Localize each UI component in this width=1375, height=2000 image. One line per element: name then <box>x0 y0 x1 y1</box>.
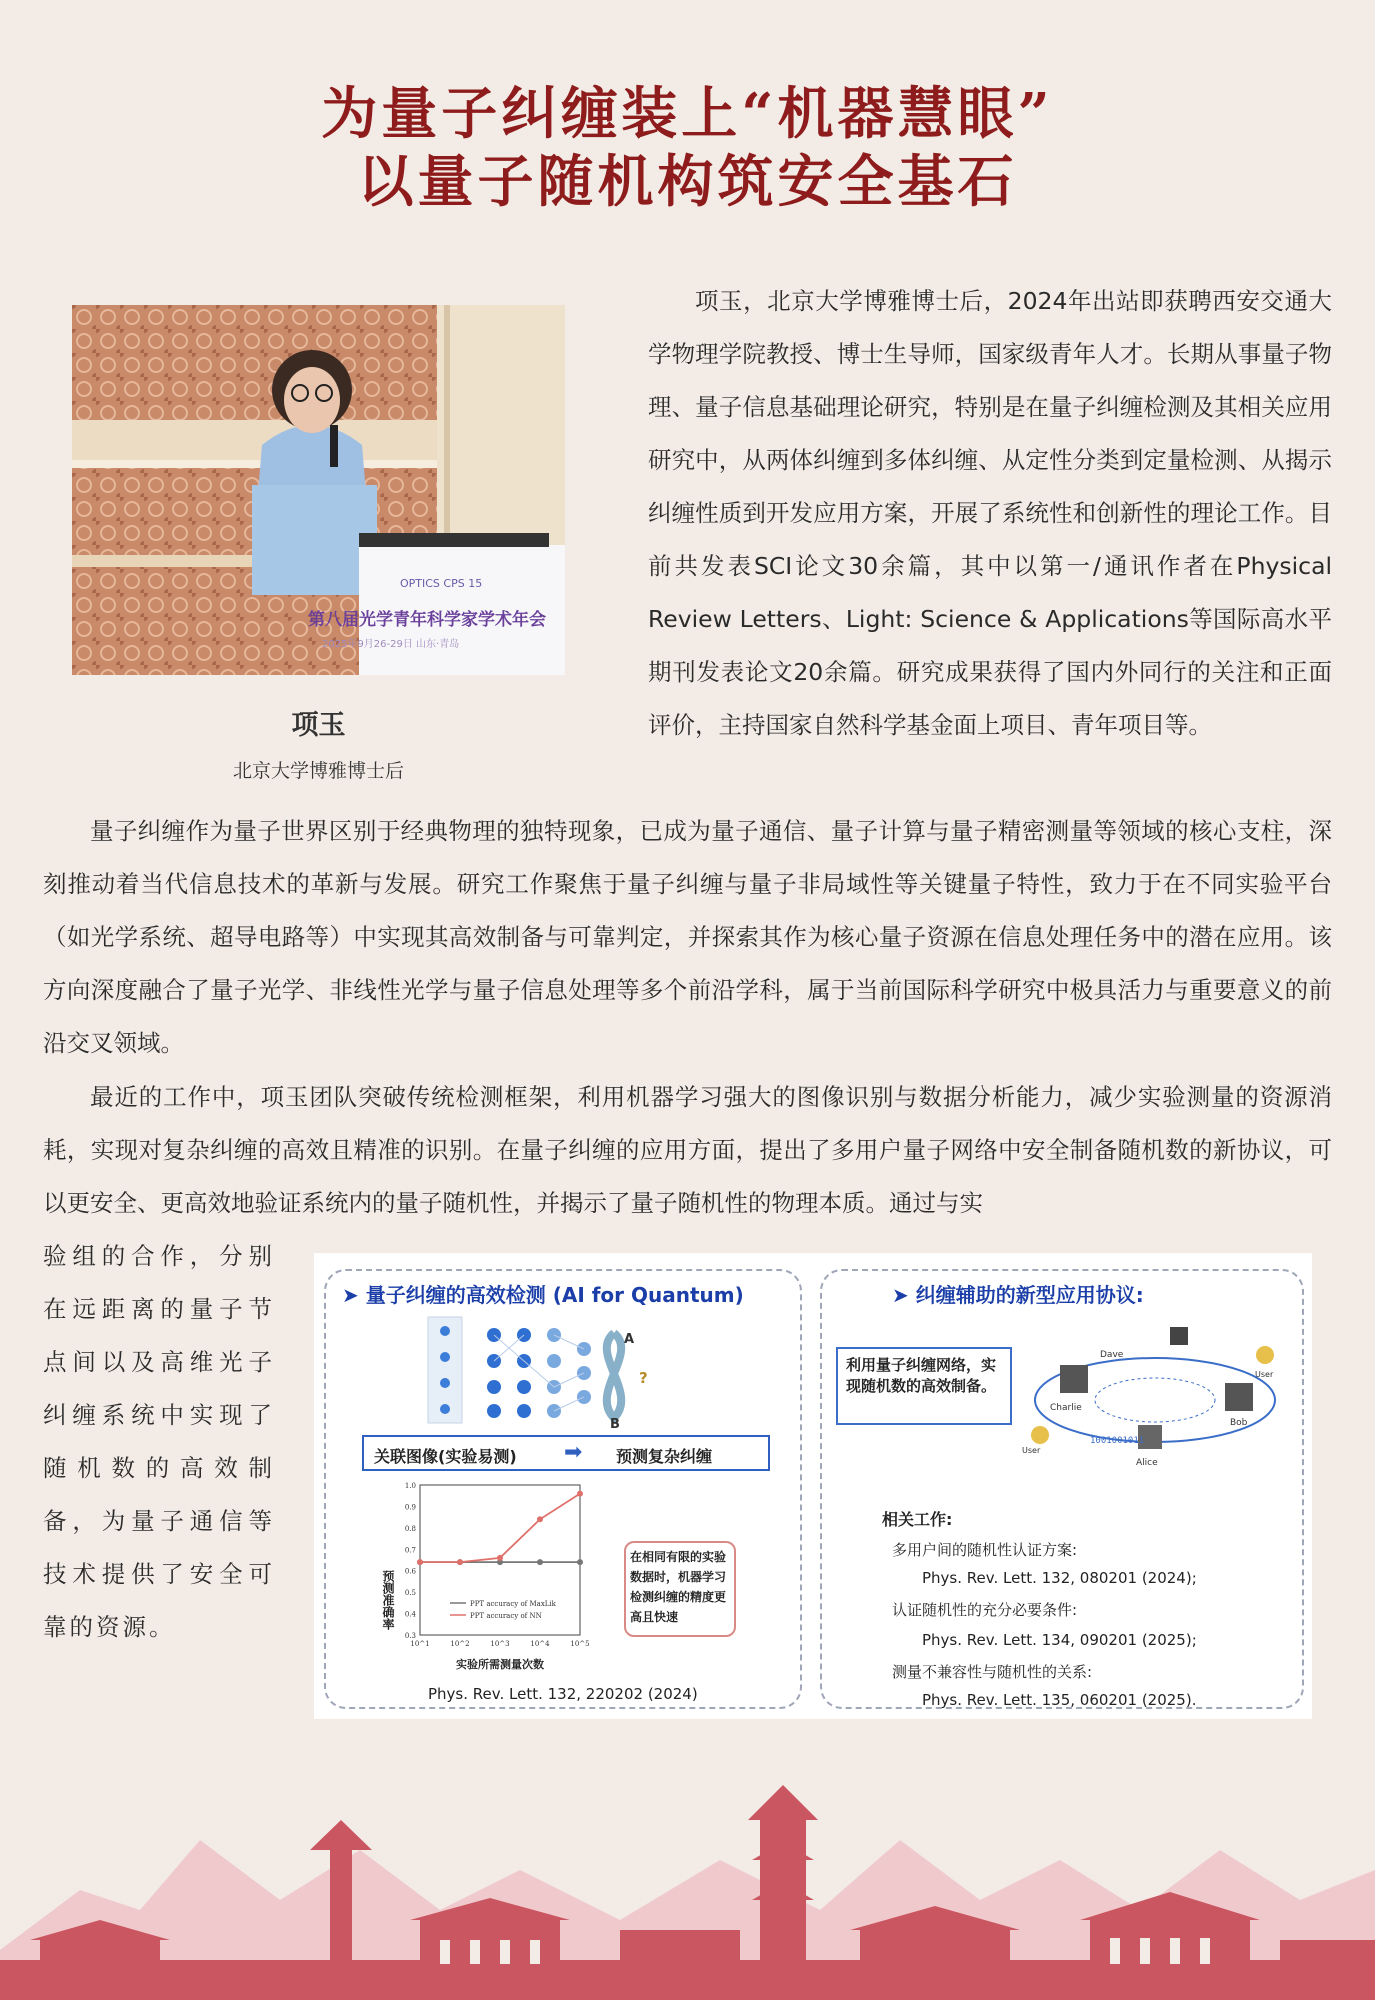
chart-point-series-2 <box>417 1559 423 1565</box>
banner-logos: OPTICS CPS 15 <box>400 577 483 590</box>
chart-x-tick-label: 10^1 <box>410 1640 430 1648</box>
banner-title: 第八届光学青年科学家学术年会 <box>308 610 546 630</box>
figure-left-note: 在相同有限的实验数据时，机器学习检测纠缠的精度更高且快速 <box>624 1541 736 1637</box>
label-a: A <box>624 1332 635 1347</box>
related-item-1-desc: 多用户间的随机性认证方案: <box>892 1541 1078 1559</box>
chart-x-tick-label: 10^3 <box>490 1640 510 1648</box>
chart-xlabel: 实验所需测量次数 <box>456 1658 544 1671</box>
random-bits: 1001001011 <box>1090 1436 1145 1446</box>
profile-name: 项玉 <box>291 710 346 741</box>
figure-left-heading-row <box>342 1279 744 1308</box>
chart-legend-label-1: PPT accuracy of MaxLik <box>470 1600 556 1608</box>
chart-y-tick-label: 1.0 <box>404 1482 416 1490</box>
node-alice: Alice <box>1136 1458 1158 1468</box>
related-work-title: 相关工作: <box>882 1510 953 1529</box>
label-b: B <box>610 1417 620 1432</box>
right-arrow-icon: ➡ <box>564 1440 583 1465</box>
arrow-icon: ➤ <box>892 1283 916 1307</box>
chart-point-series-2 <box>497 1555 503 1561</box>
related-item-2-ref: Phys. Rev. Lett. 134, 090201 (2025); <box>922 1631 1197 1649</box>
portrait-photo <box>72 305 565 675</box>
quantum-network-diagram <box>1020 1325 1290 1475</box>
chart-y-tick-label: 0.3 <box>404 1632 416 1640</box>
chart-x-tick-label: 10^5 <box>570 1640 590 1648</box>
figure-left-reference: Phys. Rev. Lett. 132, 220202 (2024) <box>428 1685 698 1703</box>
related-item-3-ref: Phys. Rev. Lett. 135, 060201 (2025). <box>922 1691 1197 1709</box>
flow-box-left-label: 关联图像(实验易测) <box>374 1447 517 1466</box>
chart-point-series-2 <box>577 1491 583 1497</box>
flow-box-right-label: 预测复杂纠缠 <box>616 1447 713 1466</box>
research-figure <box>314 1253 1312 1719</box>
related-item-1-ref: Phys. Rev. Lett. 132, 080201 (2024); <box>922 1569 1197 1587</box>
node-bob: Bob <box>1230 1418 1248 1428</box>
neural-network-diagram <box>424 1313 654 1433</box>
figure-right-heading-row <box>892 1279 1144 1308</box>
figure-right-box: 利用量子纠缠网络，实现随机数的高效制备。 <box>836 1347 1012 1425</box>
recent-work-paragraph: 最近的工作中，项玉团队突破传统检测框架，利用机器学习强大的图像识别与数据分析能力，减少实验测量的资源消耗，实现对复杂纠缠的高效且精准的识别。在量子纠缠的应用方面，提出了多用户量子网络中安全制备随机数的新协议，可以更安全、更高效地验证系统内的量子随机性，并揭示了量子随机性的物理本质。通过与实 <box>43 1083 1332 1217</box>
chart-y-tick-label: 0.5 <box>404 1589 416 1598</box>
arrow-icon: ➤ <box>342 1283 366 1307</box>
label-question: ? <box>639 1369 648 1387</box>
chart-legend-label-2: PPT accuracy of NN <box>470 1612 542 1620</box>
page-title-line-2: 以量子随机构筑安全基石 <box>357 149 1018 215</box>
chart-y-tick-label: 0.9 <box>404 1503 416 1512</box>
decorative-skyline <box>0 1780 1375 2000</box>
related-item-3-desc: 测量不兼容性与随机性的关系: <box>892 1663 1093 1681</box>
node-user-right: User <box>1255 1370 1274 1379</box>
chart-x-tick-label: 10^2 <box>450 1640 470 1648</box>
banner-subtitle: 2025年9月26-29日 山东·青岛 <box>322 639 460 650</box>
chart-point-series-2 <box>537 1516 543 1522</box>
figure-left-flow-box <box>362 1435 770 1471</box>
chart-y-tick-label: 0.6 <box>404 1567 416 1576</box>
page-title-line-1: 为量子纠缠装上“机器慧眼” <box>321 81 1054 147</box>
node-user-left: User <box>1022 1446 1041 1455</box>
node-charlie: Charlie <box>1050 1403 1082 1413</box>
chart-y-tick-label: 0.4 <box>404 1610 416 1619</box>
chart-series-line-2 <box>420 1494 580 1563</box>
chart-point-series-1 <box>537 1559 543 1565</box>
chart-y-tick-label: 0.8 <box>404 1524 416 1533</box>
chart-point-series-2 <box>457 1559 463 1565</box>
research-paragraph: 量子纠缠作为量子世界区别于经典物理的独特现象，已成为量子通信、量子计算与量子精密测量等领域的核心支柱，深刻推动着当代信息技术的革新与发展。研究工作聚焦于量子纠缠与量子非局域性等关键量子特性，致力于在不同实验平台（如光学系统、超导电路等）中实现其高效制备与可靠判定，并探索其作为核心量子资源在信息处理任务中的潜在应用。该方向深度融合了量子光学、非线性光学与量子信息处理等多个前沿学科，属于当前国际科学研究中极具活力与重要意义的前沿交叉领域。 <box>43 817 1332 1057</box>
related-item-2-desc: 认证随机性的充分必要条件: <box>892 1601 1078 1619</box>
profile-affiliation: 北京大学博雅博士后 <box>232 760 404 782</box>
node-dave: Dave <box>1100 1350 1124 1360</box>
chart-point-series-1 <box>577 1559 583 1565</box>
recent-work-continuation: 验组的合作，分别在远距离的量子节点间以及高维光子纠缠系统中实现了随机数的高效制备，为量子通信等技术提供了安全可靠的资源。 <box>43 1242 275 1641</box>
bio-paragraph: 项玉，北京大学博雅博士后，2024年出站即获聘西安交通大学物理学院教授、博士生导师，国家级青年人才。长期从事量子物理、量子信息基础理论研究，特别是在量子纠缠检测及其相关应用研究中，从两体纠缠到多体纠缠、从定性分类到定量检测、从揭示纠缠性质到开发应用方案，开展了系统性和创新性的理论工作。目前共发表SCI论文30余篇，其中以第一/通讯作者在Physical Review Letters、Light: Science & Applications等国际高水平期刊发表论文20余篇。研究成果获得了国内外同行的关注和正面评价，主持国家自然科学基金面上项目、青年项目等。 <box>648 287 1332 739</box>
chart-y-tick-label: 0.7 <box>404 1546 416 1555</box>
chart-x-tick-label: 10^4 <box>530 1640 550 1648</box>
figure-right-heading: 纠缠辅助的新型应用协议: <box>915 1283 1144 1307</box>
figure-left-heading: 量子纠缠的高效检测 (AI for Quantum) <box>365 1283 744 1307</box>
accuracy-chart <box>380 1475 620 1675</box>
chart-ylabel: 预测准确率 <box>381 1570 395 1630</box>
